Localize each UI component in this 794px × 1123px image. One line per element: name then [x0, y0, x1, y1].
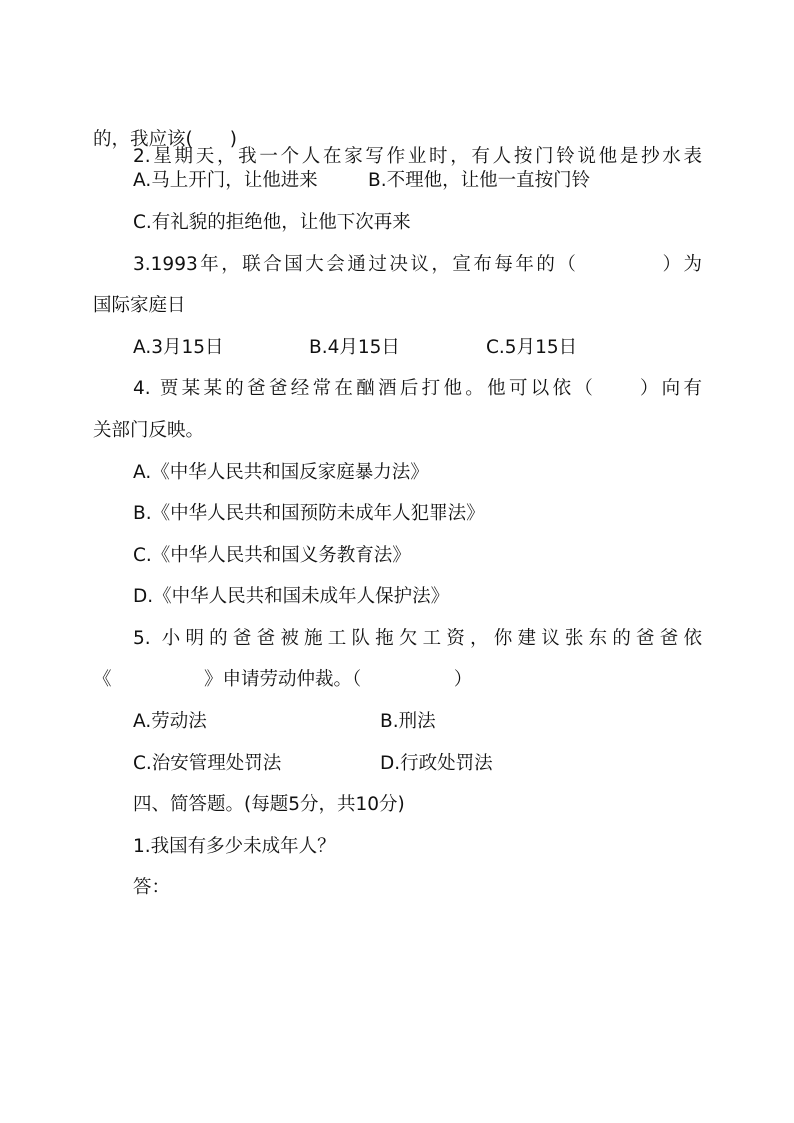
q4-option-b: B.《中华人民共和国预防未成年人犯罪法》 [133, 503, 485, 524]
q5-stem-line1: 5. 小明的爸爸被施工队拖欠工资，你建议张东的爸爸依 [133, 628, 702, 649]
section-4-question-1: 1.我国有多少未成年人？ [133, 836, 336, 857]
q3-stem-line1: 3.1993年，联合国大会通过决议，宣布每年的（ ）为 [133, 254, 702, 275]
q5-stem-line2: 《 》申请劳动仲裁。（ ） [93, 669, 473, 690]
q3-stem-line2: 国际家庭日 [93, 295, 186, 316]
q2-stem-line2: 的，我应该( ) [93, 129, 237, 150]
q3-option-c: C.5月15日 [486, 337, 578, 358]
q2-option-b: B.不理他，让他一直按门铃 [368, 170, 591, 191]
answer-label: 答： [133, 877, 171, 898]
q2-option-c: C.有礼貌的拒绝他，让他下次再来 [133, 212, 411, 233]
q5-option-a: A.劳动法 [133, 711, 207, 732]
q4-option-d: D.《中华人民共和国未成年人保护法》 [133, 586, 450, 607]
q4-option-c: C.《中华人民共和国义务教育法》 [133, 545, 411, 566]
q4-stem-line2: 关部门反映。 [93, 420, 205, 441]
q4-stem-line1: 4. 贾某某的爸爸经常在酗酒后打他。他可以依（ ）向有 [133, 378, 702, 399]
q3-option-b: B.4月15日 [309, 337, 400, 358]
q5-option-b: B.刑法 [380, 711, 436, 732]
q3-option-a: A.3月15日 [133, 337, 224, 358]
q5-option-d: D.行政处罚法 [380, 753, 493, 774]
q2-option-a: A.马上开门，让他进来 [133, 170, 318, 191]
q5-option-c: C.治安管理处罚法 [133, 753, 282, 774]
q2-stem-line1: 2.星期天，我一个人在家写作业时，有人按门铃说他是抄水表 [133, 146, 702, 167]
section-4-heading: 四、简答题。(每题5分，共10分) [133, 794, 405, 815]
q4-option-a: A.《中华人民共和国反家庭暴力法》 [133, 462, 429, 483]
